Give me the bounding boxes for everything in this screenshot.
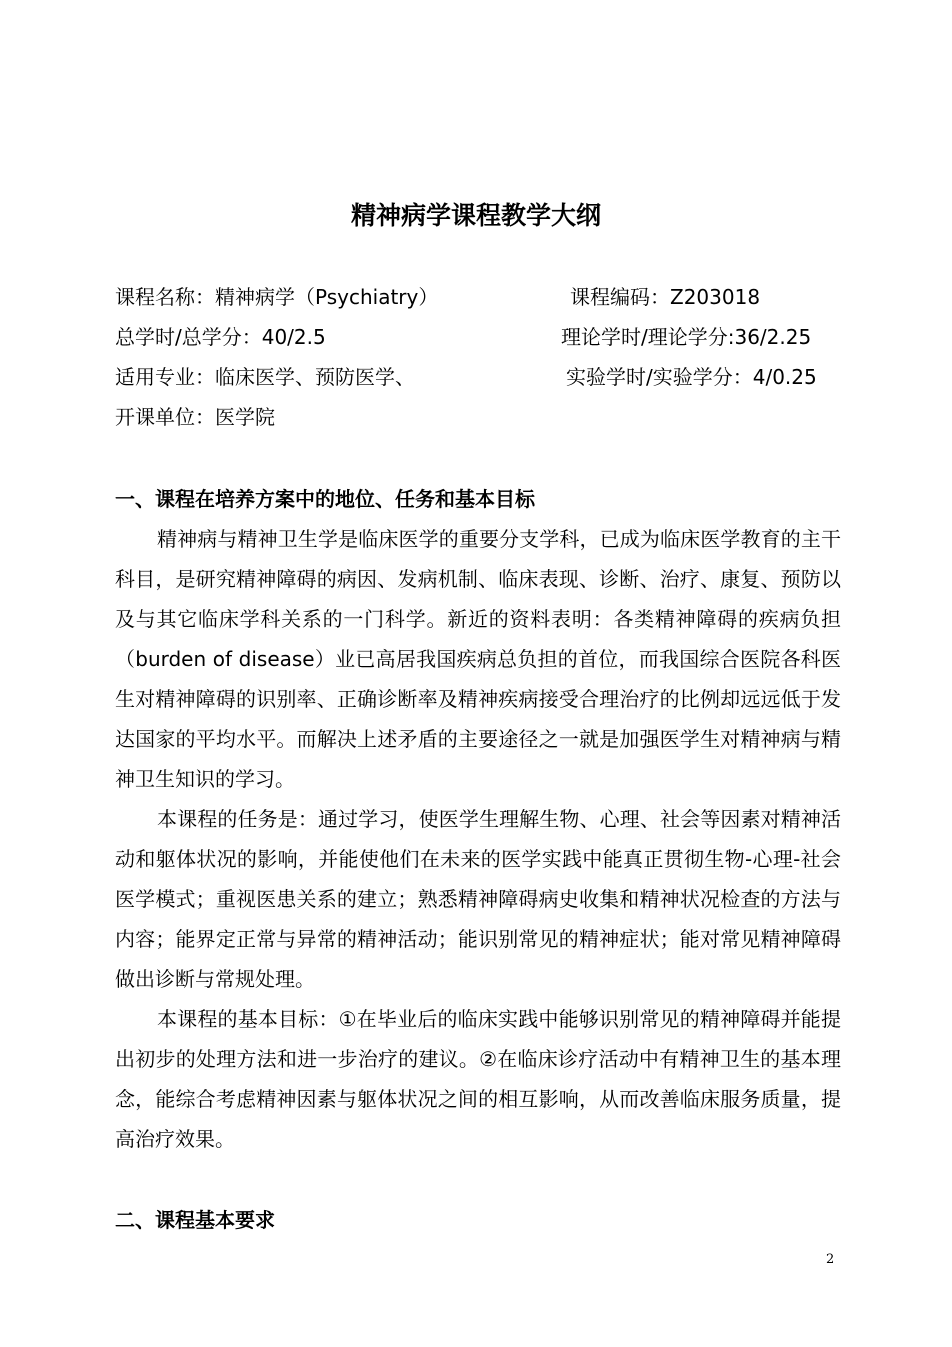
- offering-unit: 开课单位：医学院: [115, 405, 275, 429]
- course-code: 课程编码：Z203018: [570, 285, 761, 309]
- section-2-heading: 二、课程基本要求: [115, 1208, 275, 1232]
- course-info-row-2: [115, 317, 841, 357]
- course-info-row-4: [115, 397, 841, 437]
- document-title: 精神病学课程教学大纲: [350, 201, 601, 230]
- section-1-heading: 一、课程在培养方案中的地位、任务和基本目标: [115, 487, 535, 511]
- applicable-majors: 适用专业：临床医学、预防医学、: [115, 365, 415, 389]
- section-1-paragraph-1: 精神病与精神卫生学是临床医学的重要分支学科，已成为临床医学教育的主干科目，是研究精神障碍的病因、发病机制、临床表现、诊断、治疗、康复、预防以及与其它临床学科关系的一门科学。新近的资料表明：各类精神障碍的疾病负担（burden of disease）业已高居我国疾病总负担的首位，而我国综合医院各科医生对精神障碍的识别率、正确诊断率及精神疾病接受合理治疗的比例却远远低于发达国家的平均水平。而解决上述矛盾的主要途径之一就是加强医学生对精神病与精神卫生知识的学习。: [115, 527, 841, 791]
- section-1-paragraph-3: 本课程的基本目标：①在毕业后的临床实践中能够识别常见的精神障碍并能提出初步的处理方法和进一步治疗的建议。②在临床诊疗活动中有精神卫生的基本理念，能综合考虑精神因素与躯体状况之间的相互影响，从而改善临床服务质量，提高治疗效果。: [115, 1007, 841, 1151]
- total-hours-credits: 总学时/总学分：40/2.5: [115, 325, 326, 349]
- page-number: 2: [826, 1252, 835, 1267]
- course-name: 课程名称：精神病学（Psychiatry）: [115, 285, 439, 309]
- course-info-row-1: [115, 277, 841, 317]
- course-info-row-3: [115, 357, 841, 397]
- section-1-paragraph-2: 本课程的任务是：通过学习，使医学生理解生物、心理、社会等因素对精神活动和躯体状况的影响，并能使他们在未来的医学实践中能真正贯彻生物-心理-社会医学模式；重视医患关系的建立；熟悉精神障碍病史收集和精神状况检查的方法与内容；能界定正常与异常的精神活动；能识别常见的精神症状；能对常见精神障碍做出诊断与常规处理。: [115, 807, 841, 991]
- lab-hours-credits: 实验学时/实验学分：4/0.25: [566, 365, 817, 389]
- theory-hours-credits: 理论学时/理论学分:36/2.25: [561, 325, 812, 349]
